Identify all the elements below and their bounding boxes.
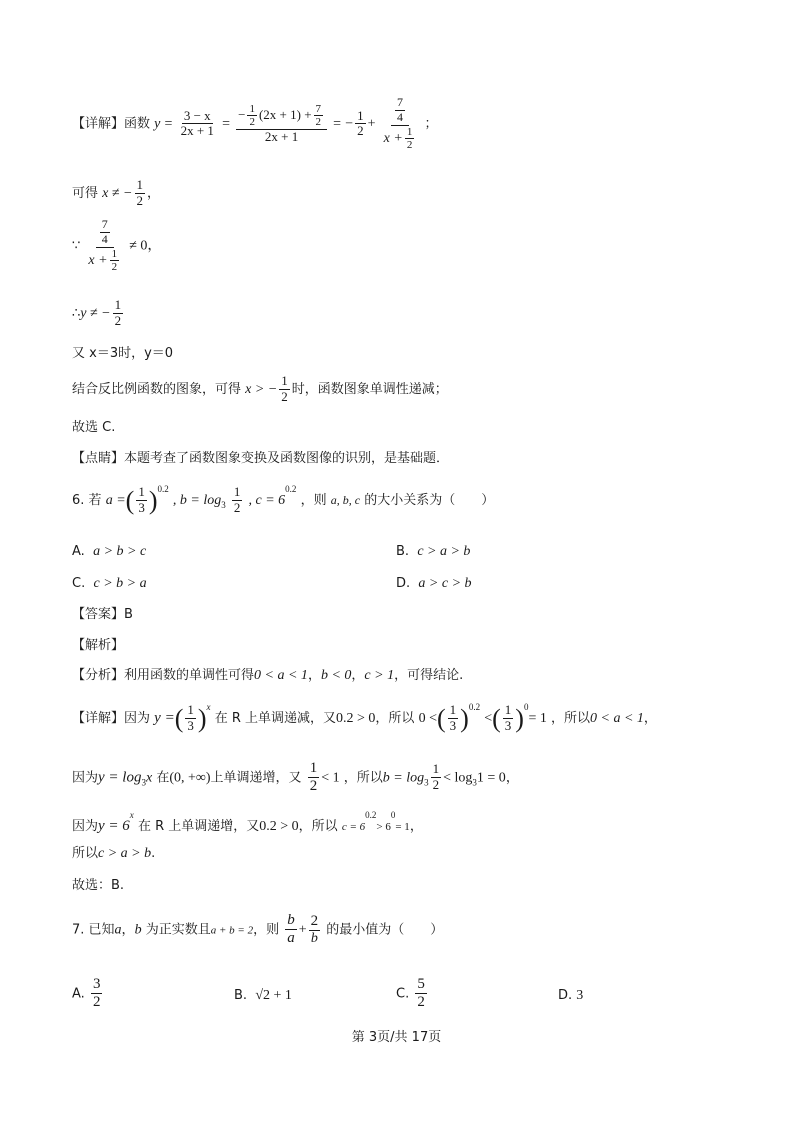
q6-option-d[interactable]: D. a > c > b	[396, 576, 472, 591]
fraction-1: $\frac{3 - x}{2x + 1}$	[180, 107, 214, 139]
q7-option-a[interactable]: A. $\frac{3}{2}$	[72, 976, 101, 1011]
equals-sign: =	[164, 116, 173, 132]
neg-half: $\frac{1}{2}$	[357, 107, 364, 139]
condition-line-1: 可得 x ≠ − $\frac{1}{2}$ ，	[72, 177, 161, 208]
condition-line-5: 结合反比例函数的图象，可得 x > − $\frac{1}{2}$ 时，函数图象单调性递减；	[72, 373, 448, 404]
detail-line-2: 因为$y = \log_3x$ 在(0, +∞)上单调递增，又 $\frac{1}{2}$ < 1 ，所以$b = \log_3$ $\frac{1}{2}$ < $\log_31 = 0$，	[72, 760, 519, 795]
condition-line-3: ∴y ≠ − $\frac{1}{2}$	[72, 297, 122, 328]
question-7-stem: 7. 已知a，b 为正实数且a + b = 2，则 $\frac{b}{a}$ + $\frac{2}{b}$ 的最小值为（ ）	[72, 912, 444, 947]
detail-lead: 函数	[124, 116, 151, 132]
detail-line-5: 故选：B.	[72, 878, 125, 893]
conclusion-line: 故选 C.	[72, 420, 116, 435]
detail-line-1: 【详解】因为 y =( $\frac{1}{3}$ )$^x$ 在 R 上单调递减，又0.2 > 0，所以 0 <( $\frac{1}{3}$ )$^{0.2}$ <( $\frac{1}{3}$ )$^0$= 1 ，所以0 < a < 1，	[72, 702, 657, 733]
q6-option-c[interactable]: C. c > b > a	[72, 576, 147, 591]
answer-line: 【答案】B	[72, 607, 133, 622]
q7-option-b[interactable]: B. √2 + 1	[234, 988, 292, 1003]
detail-line-4: 所以c > a > b.	[72, 846, 156, 861]
condition-line-2: ∵ $\frac{7}{4}$ x + $\frac{1}{2}$ ≠ 0，	[72, 217, 162, 274]
condition-line-4: 又 x＝3时，y＝0	[72, 346, 174, 361]
equals-sign: =	[333, 116, 342, 132]
q6-option-b[interactable]: B. c > a > b	[396, 544, 471, 559]
fraction-2: − $\frac{1}{2}$ (2x + 1) + $\frac{7}{2}$ 2x + 1	[236, 103, 327, 145]
fraction-3: $\frac{7}{4}$ x + $\frac{1}{2}$	[383, 95, 413, 152]
analysis-line: 【分析】利用函数的单调性可得0 < a < 1，b < 0，c > 1，可得结论.	[72, 668, 464, 683]
detail-formula-line: 【详解】函数 y = $\frac{3 - x}{2x + 1}$ = − $\frac{1}{2}$ (2x + 1) + $\frac{7}{2}$ 2x + 1 = − $\frac{1}{2}$ + $\frac{7}{4}$ x + $\frac{1}{2}$ ；	[72, 95, 438, 152]
q7-option-c[interactable]: C. $\frac{5}{2}$	[396, 976, 425, 1011]
analysis-heading: 【解析】	[72, 638, 125, 653]
var-y: y	[154, 116, 161, 132]
question-6-stem: 6. 若 a =( $\frac{1}{3}$ )$^{0.2}$ , $b = \log_3$ $\frac{1}{2}$ , $c = 6^{0.2}$ ，则 a, b, c 的大小关系为（ ）	[72, 484, 495, 515]
q6-option-a[interactable]: A. a > b > c	[72, 544, 147, 559]
detail-tag: 【详解】	[72, 116, 125, 132]
detail-line-3: 因为$y = 6^x$ 在 R 上单调递增，又0.2 > 0，所以 $c = 6^{0.2}> 6^0= 1$，	[72, 810, 423, 834]
page-footer: 第 3页/共 17页	[351, 1030, 442, 1045]
q7-option-d[interactable]: D. 3	[558, 988, 584, 1003]
equals-sign: =	[222, 116, 230, 132]
comment-line: 【点睛】本题考查了函数图象变换及函数图像的识别，是基础题．	[72, 451, 450, 466]
